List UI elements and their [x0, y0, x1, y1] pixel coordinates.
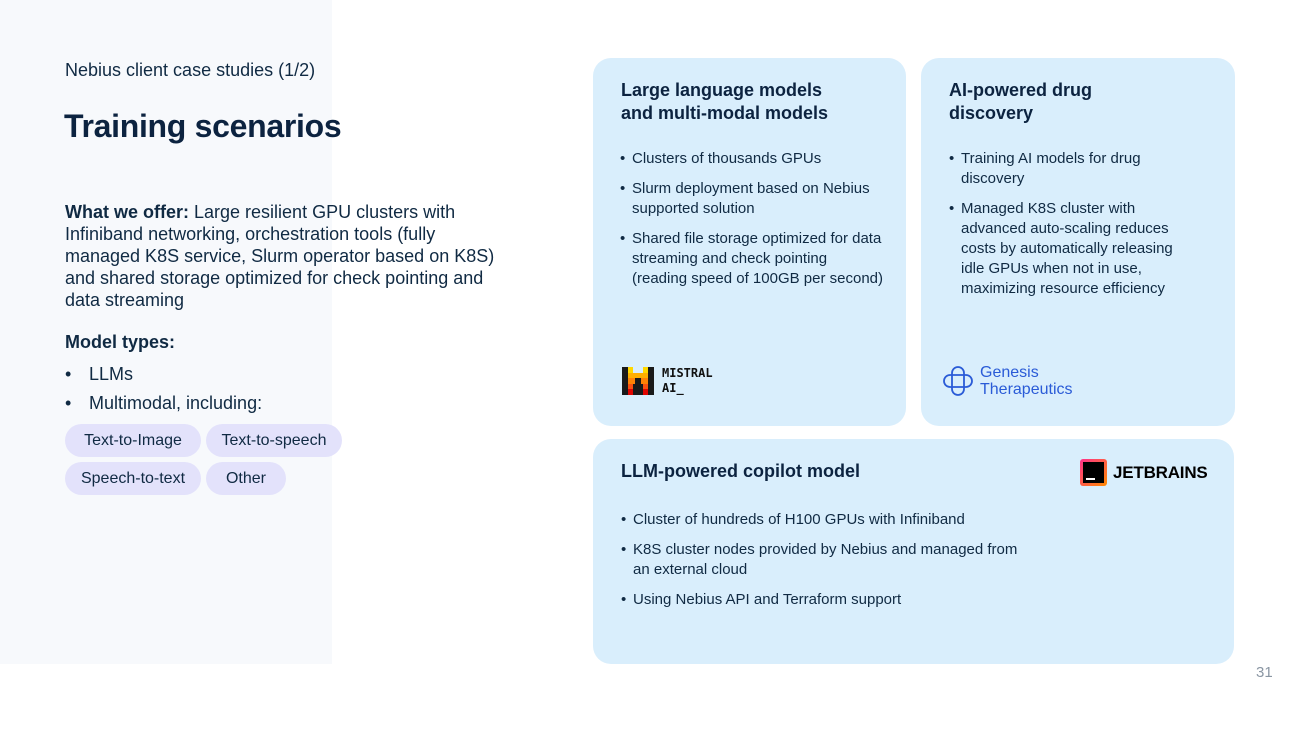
- genesis-logo-text: [980, 364, 1073, 398]
- list-item: [620, 179, 885, 219]
- genesis-logo-line1: Genesis: [980, 364, 1039, 381]
- card-llm-bullets: [620, 149, 885, 299]
- mistral-logo-text: [662, 366, 713, 396]
- list-item-text: Training AI models for drug discovery: [961, 150, 1141, 187]
- bullet: •: [620, 150, 626, 167]
- list-item: [949, 199, 1199, 299]
- card-llm: [593, 58, 906, 426]
- bullet: •: [621, 541, 627, 558]
- mistral-icon: [622, 367, 654, 395]
- tag-other: Other: [206, 462, 286, 495]
- tag-speech-to-text: Speech-to-text: [65, 462, 201, 495]
- list-item-text: Clusters of thousands GPUs: [632, 150, 822, 167]
- page-number: 31: [1256, 664, 1273, 681]
- bullet: •: [621, 511, 627, 528]
- list-item-text: Slurm deployment based on Nebius supported solution: [632, 180, 870, 217]
- list-item-text: K8S cluster nodes provided by Nebius and managed from an external cloud: [633, 541, 1018, 578]
- bullet: •: [949, 200, 955, 217]
- mistral-logo: [622, 366, 713, 396]
- card-llm-title-line2: and multi-modal models: [621, 103, 829, 123]
- bullet: •: [621, 591, 627, 608]
- genesis-logo: [942, 364, 1073, 398]
- offer-paragraph: [65, 201, 495, 311]
- list-item: [620, 149, 885, 169]
- list-item: [621, 540, 1031, 580]
- card-drug-discovery: [921, 58, 1235, 426]
- genesis-logo-line2: Therapeutics: [980, 381, 1073, 398]
- tag-text-to-image: Text-to-Image: [65, 424, 201, 457]
- list-item: [620, 229, 885, 289]
- bullet: •: [620, 180, 626, 197]
- list-item: [621, 590, 1031, 610]
- list-item-text: Cluster of hundreds of H100 GPUs with Infiniband: [633, 511, 965, 528]
- card-drug-bullets: [949, 149, 1199, 309]
- card-llm-title: [621, 79, 828, 125]
- bullet: •: [65, 364, 72, 384]
- list-item-text: LLMs: [89, 364, 134, 384]
- card-drug-title-line1: AI-powered drug: [949, 80, 1092, 100]
- model-types-list: [65, 363, 262, 421]
- list-item: [621, 510, 1031, 530]
- bullet: •: [65, 393, 72, 413]
- mistral-logo-line2: AI_: [662, 381, 684, 395]
- tag-text-to-speech: Text-to-speech: [206, 424, 342, 457]
- list-item: [949, 149, 1199, 189]
- mistral-logo-line1: MISTRAL: [662, 366, 713, 380]
- model-types-heading: Model types:: [65, 332, 176, 352]
- genesis-icon: [942, 365, 974, 397]
- card-drug-title: [949, 79, 1092, 125]
- card-llm-title-line1: Large language models: [621, 80, 823, 100]
- card-copilot-title: LLM-powered copilot model: [621, 461, 860, 481]
- list-item-text: Managed K8S cluster with advanced auto-scaling reduces costs by automatically releasing idle GPUs when not in use, maximizing resource efficiency: [961, 200, 1173, 297]
- bullet: •: [620, 230, 626, 247]
- list-item: [65, 392, 262, 421]
- offer-text: Large resilient GPU clusters with Infiniband networking, orchestration tools (fully managed K8S service, Slurm operator based on K8S) and shared storage optimized for check pointing and data streaming: [65, 202, 495, 310]
- list-item-text: Shared file storage optimized for data streaming and check pointing (reading speed of 100GB per second): [632, 230, 883, 287]
- bullet: •: [949, 150, 955, 167]
- card-copilot-bullets: [621, 510, 1031, 620]
- slide-subtitle: Nebius client case studies (1/2): [65, 60, 316, 80]
- list-item: [65, 363, 262, 392]
- list-item-text: Using Nebius API and Terraform support: [633, 591, 902, 608]
- slide-title: Training scenarios: [64, 108, 342, 144]
- card-drug-title-line2: discovery: [949, 103, 1034, 123]
- jetbrains-logo-text: JETBRAINS: [1113, 462, 1208, 482]
- offer-label: What we offer:: [65, 202, 189, 222]
- jetbrains-logo: [1080, 459, 1208, 486]
- card-copilot: [593, 439, 1234, 664]
- jetbrains-icon: [1080, 459, 1107, 486]
- list-item-text: Multimodal, including:: [89, 393, 263, 413]
